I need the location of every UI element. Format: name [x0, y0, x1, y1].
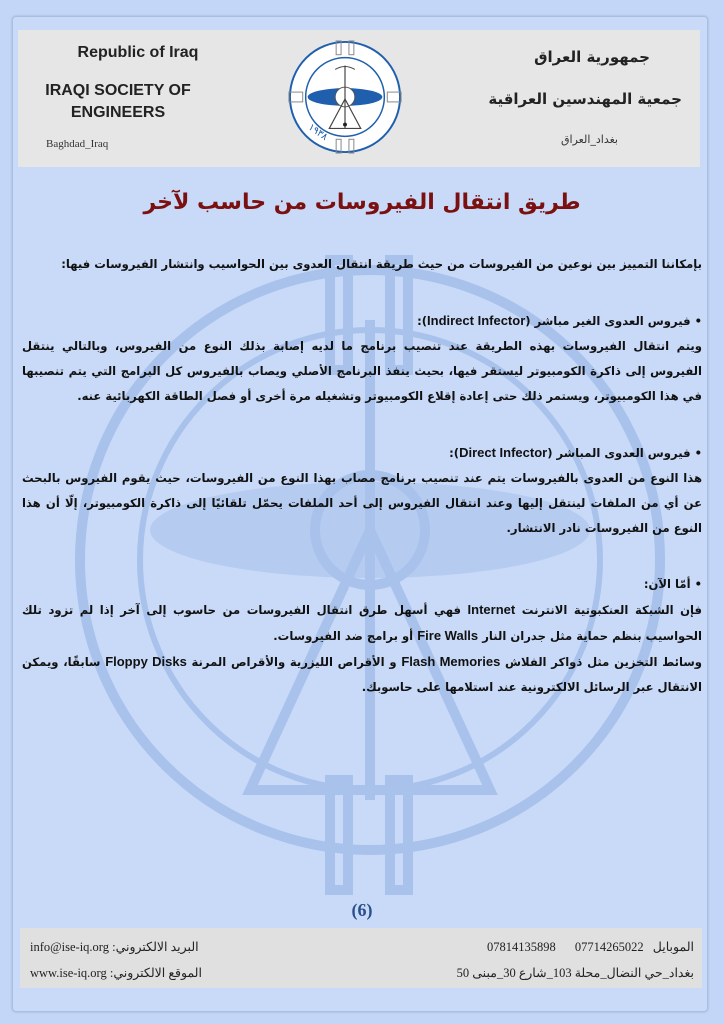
section-body: هذا النوع من العدوى بالفيروسات يتم عند تنصيب برنامج مصاب بهذا النوع من الفيروسات، حيث يقوم الفيروس بالبحث عن أي من الملفات لينتقل إليها وعند انتقال الفيروس إلى أحد الملفات يحمّل تلقائيًا إلى ذاكرة الكومبيوتر، إلّا أن هذا النوع من الفيروسات نادر الانتشار. — [22, 471, 702, 535]
letterhead-english — [18, 30, 268, 167]
mobile-row — [457, 934, 694, 960]
heading-text: • فيروس العدوى الغير مباشر ( — [525, 314, 702, 328]
intro-paragraph: بإمكاننا التمييز بين نوعين من الفيروسات من حيث طريقة انتقال العدوى بين الحواسيب وانتشار الفيروسات فيها: — [61, 257, 702, 271]
text-run: سابقًا، ويمكن الانتقال عبر الرسائل الالكترونية عند استلامها على حاسوبك. — [22, 655, 702, 694]
storage-paragraph — [22, 649, 702, 700]
org-name-en — [18, 80, 218, 124]
section-heading — [22, 308, 702, 334]
section-direct-infector — [22, 440, 702, 541]
city-ar: بغداد_العراق — [561, 133, 618, 146]
country-name-en: Republic of Iraq — [77, 44, 199, 61]
text-run: فهي أسهل طرق انتقال الفيروسات من حاسوب إلى آخر إذا لم تزود تلك الحواسيب بنظم حماية مثل جدران النار — [22, 603, 702, 643]
term-internet: Internet — [467, 602, 516, 617]
society-emblem-icon — [286, 38, 404, 156]
heading-term-en: Direct Infector — [459, 445, 548, 460]
mobile-label: الموبايل — [652, 940, 694, 954]
heading-punct: ): — [417, 314, 428, 328]
heading-term-en: Indirect Infector — [427, 313, 526, 328]
letterhead — [18, 30, 700, 167]
website-link[interactable]: www.ise-iq.org — [30, 966, 107, 980]
text-run: و الأقراص الليزرية والأقراص المرنة — [191, 655, 397, 669]
address: بغداد_حي النضال_محلة 103_شارع 30_مبنى 50 — [456, 966, 694, 980]
phone-list — [471, 934, 644, 960]
term-flash-memories: Flash Memories — [401, 654, 501, 669]
website-label: الموقع الالكتروني: — [109, 966, 202, 980]
email-label: البريد الالكتروني: — [112, 940, 199, 954]
phone-number[interactable]: 07814135898 — [487, 940, 556, 954]
city-en: Baghdad_Iraq — [46, 138, 109, 150]
section-now — [22, 572, 702, 700]
page-title: طريق انتقال الفيروسات من حاسب لآخر — [143, 190, 581, 215]
section-heading: • أمّا الآن: — [643, 577, 702, 591]
country-name-ar: جمهورية العراق — [534, 48, 650, 66]
footer-contact — [20, 928, 702, 988]
footer-phone-address — [457, 934, 694, 986]
footer-email-web — [30, 934, 202, 986]
section-body: ويتم انتقال الفيروسات بهذه الطريقة عند تنصيب برنامج ما لديه إصابة بذلك النوع من الفيروس، وبالتالي ينتقل الفيروس إلى ذاكرة الكومبيوتر ليستقر فيها، بحيث ينفذ البرنامج الأصلي ويصاب بالفيروس كل البرامج التي يتم تنصيبها في هذا الكومبيوتر، ويستمر ذلك حتى إعادة إقلاع الكومبيوتر وتشغيله مرة أخرى أو فصل الطاقة الكهربائية عنه. — [22, 339, 702, 403]
section-indirect-infector — [22, 308, 702, 409]
heading-text: • فيروس العدوى المباشر ( — [547, 446, 702, 460]
org-name-ar: جمعية المهندسين العراقية — [488, 90, 682, 108]
org-name-en-line1: IRAQI SOCIETY OF — [45, 82, 191, 99]
letterhead-arabic — [440, 30, 700, 167]
term-floppy-disks: Floppy Disks — [105, 654, 187, 669]
org-name-en-line2: ENGINEERS — [70, 104, 166, 121]
page-number: (6) — [351, 900, 373, 920]
text-run: أو برامج ضد الفيروسات. — [273, 629, 414, 643]
email-row — [30, 934, 202, 960]
phone-number[interactable]: 07714265022 — [574, 940, 644, 954]
website-row — [30, 960, 202, 986]
text-run: وسائط التخزين مثل ذواكر الفلاش — [505, 655, 702, 669]
heading-punct: ): — [449, 446, 460, 460]
internet-paragraph — [22, 597, 702, 649]
email-link[interactable]: info@ise-iq.org — [30, 940, 109, 954]
term-fire-walls: Fire Walls — [417, 628, 479, 643]
section-heading — [22, 440, 702, 466]
article-body — [22, 252, 702, 731]
emblem-year: ١٩٣٨ — [305, 121, 330, 144]
text-run: فإن الشبكة العنكبوتية الانترنت — [521, 603, 702, 617]
